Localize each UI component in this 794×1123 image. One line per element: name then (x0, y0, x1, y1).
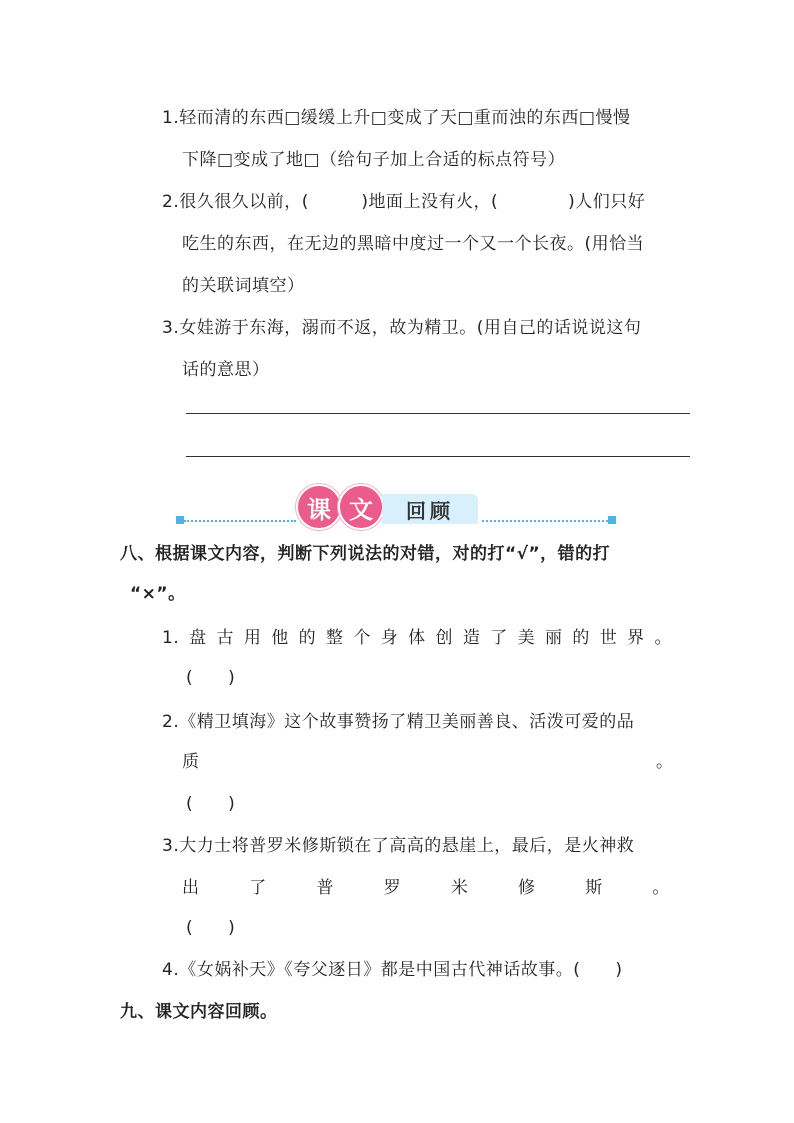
badge-tag: 回顾 (382, 494, 478, 524)
spread-char: 古 (216, 628, 234, 648)
spread-char: 创 (435, 628, 453, 648)
spread-char: 的 (298, 628, 317, 648)
section8-item2-line2-start: 质 (182, 752, 200, 772)
badge-right-dotted-line (482, 520, 608, 522)
section8-item2-line1: 2.《精卫填海》这个故事赞扬了精卫美丽善良、活泼可爱的品 (162, 712, 635, 732)
spread-char: 身 (380, 628, 399, 648)
answer-line-2[interactable] (186, 456, 690, 457)
q7-item2-line1: 2.很久很久以前，( )地面上没有火，( )人们只好 (162, 192, 646, 212)
spread-char: 斯 (585, 878, 603, 898)
spread-char: 1. (162, 628, 180, 648)
badge-left-dotted-line (184, 520, 296, 522)
section9-heading: 九、课文内容回顾。 (120, 1002, 278, 1022)
spread-char: 出 (182, 878, 200, 898)
section8-heading-line2: “×”。 (130, 584, 186, 604)
spread-char: 丽 (544, 628, 563, 648)
spread-char: 盘 (189, 628, 207, 648)
spread-char: 整 (325, 628, 344, 648)
spread-char: 用 (243, 628, 262, 648)
badge-circle-1: 课 (296, 484, 342, 530)
badge-right-end-square (608, 516, 616, 524)
spread-char: 罗 (383, 878, 402, 898)
spread-char: 了 (490, 628, 508, 648)
spread-char: 他 (271, 628, 289, 648)
spread-char: 造 (462, 628, 481, 648)
spread-char: 个 (353, 628, 371, 648)
answer-line-1[interactable] (186, 413, 690, 414)
badge-circle-2: 文 (338, 484, 384, 530)
spread-char: 界 (627, 628, 645, 648)
section-badge-review (176, 484, 616, 528)
section8-item1 (162, 626, 672, 650)
q7-item2-line3: 的关联词填空） (182, 276, 305, 296)
section8-item4: 4.《女娲补天》《夸父逐日》都是中国古代神话故事。( ) (162, 960, 623, 980)
q7-item1-line2: 下降□变成了地□（给句子加上合适的标点符号） (182, 150, 566, 170)
spread-char: 。 (654, 628, 672, 648)
spread-char: 修 (518, 878, 536, 898)
section8-item3-line2 (182, 876, 670, 900)
section8-item3-paren[interactable]: ( ) (186, 918, 236, 938)
spread-char: 美 (517, 628, 536, 648)
spread-char: 世 (599, 628, 618, 648)
spread-char: 米 (450, 878, 469, 898)
q7-item1-line1: 1.轻而清的东西□缓缓上升□变成了天□重而浊的东西□慢慢 (162, 108, 631, 128)
section8-item1-paren[interactable]: ( ) (186, 668, 236, 688)
spread-char: 普 (316, 878, 334, 898)
q7-item3-line2: 话的意思） (182, 360, 270, 380)
q7-item2-line2: 吃生的东西，在无边的黑暗中度过一个又一个长夜。(用恰当 (182, 234, 645, 254)
q7-item3-line1: 3.女娃游于东海，溺而不返，故为精卫。(用自己的话说说这句 (162, 318, 642, 338)
section8-item3-line1: 3.大力士将普罗米修斯锁在了高高的悬崖上，最后，是火神救 (162, 836, 635, 856)
spread-char: 。 (652, 878, 670, 898)
badge-left-end-square (176, 516, 184, 524)
section8-heading-line1: 八、根据课文内容，判断下列说法的对错，对的打“√”，错的打 (120, 544, 611, 564)
spread-char: 体 (408, 628, 426, 648)
spread-char: 的 (572, 628, 590, 648)
spread-char: 了 (249, 878, 267, 898)
section8-item2-paren[interactable]: ( ) (186, 794, 236, 814)
section8-item2-line2-end: 。 (656, 752, 674, 772)
